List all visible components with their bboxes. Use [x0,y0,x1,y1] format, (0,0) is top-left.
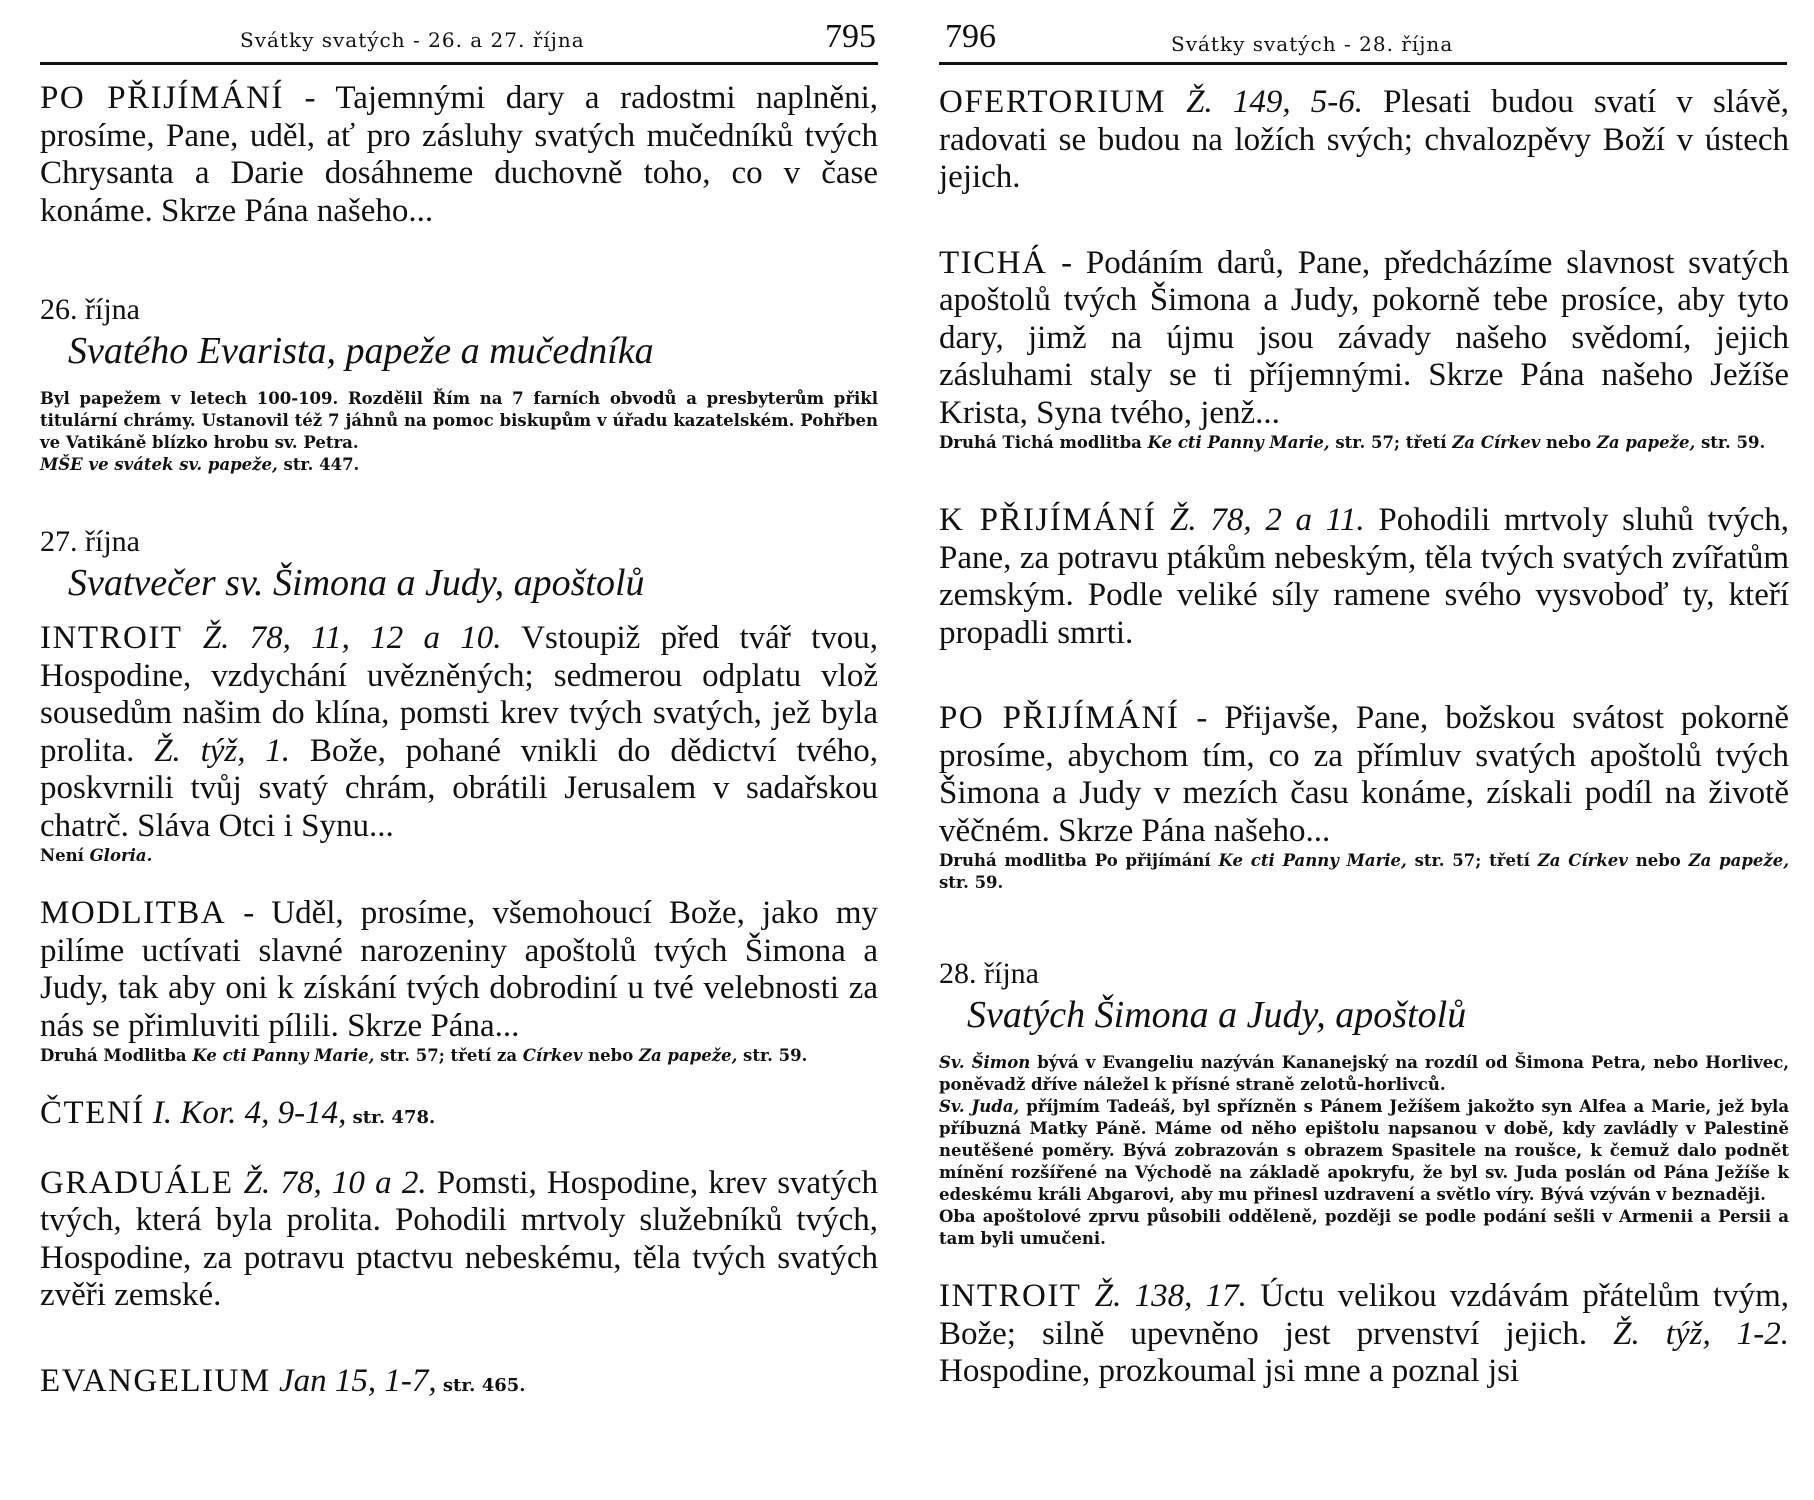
scripture-reference: Ž. 138, 17. [1081,1278,1247,1314]
paragraph-text: Hospodine, prozkoumal jsi mne a poznal jsi [939,1353,1520,1389]
section-label: ČTENÍ [40,1095,145,1131]
page-reference: str. 465. [436,1374,526,1396]
note-text: nebo [582,1046,639,1065]
page-number: 795 [825,18,876,55]
page-reference: str. 447. [277,455,360,474]
section-label: TICHÁ [939,244,1048,281]
collect-note [40,1045,878,1067]
feast-date: 27. října [40,525,140,558]
note-italic: Za papeže, [638,1046,738,1065]
paragraph-text: Pomsti, Hospodine, krev svatých tvých, která byla prolita. Pohodili mrtvoly služebníků tvých, Hospodine, za potravu ptactvu nebeskému, těla tvých svatých zvěři zemské. [40,1164,878,1313]
feast-title: Svatých Šimona a Judy, apoštolů [967,994,1467,1036]
saint-name: Sv. Šimon [939,1053,1031,1072]
feast-date: 28. října [939,957,1039,990]
paragraph-text: Plesati budou svatí v slávě, radovati se budou na ložích svých; chvalozpěvy Boží v ústech jejich. [939,84,1789,195]
note-text: nebo [1540,433,1597,452]
note-italic: Za Církev [1452,433,1541,452]
gloria-note [40,845,878,867]
gradual-paragraph [40,1165,878,1315]
note-text: nebo [1627,851,1689,870]
right-body [939,84,1789,1391]
page-number: 796 [945,18,996,55]
section-label: GRADUÁLE [40,1164,234,1201]
note-italic: Za Církev [1537,851,1628,870]
scripture-reference: I. Kor. 4, 9-14, [144,1095,347,1131]
scripture-reference: Ž. 78, 2 a 11. [1156,502,1365,538]
page-reference: str. 478. [346,1107,436,1128]
note-text: Není [40,846,90,865]
running-head: Svátky svatých - 26. a 27. října [240,28,585,52]
section-label: PO PŘIJÍMÁNÍ [939,700,1180,736]
note-text: str. 59. [737,1046,808,1065]
scripture-reference: Ž. týž, 1-2. [1587,1315,1789,1352]
reading-line [40,1095,878,1137]
introit-paragraph [40,620,878,845]
section-label: PO PŘIJÍMÁNÍ [40,80,284,116]
scripture-reference: Ž. 78, 10 a 2. [233,1164,427,1201]
biography-text: bývá v Evangeliu nazýván Kananejský na rozdíl od Šimona Petra, nebo Horlivec, poněvadž dříve náležel k přísné straně zelotů-horlivců. [939,1053,1789,1094]
feast-title: Svatého Evarista, papeže a mučedníka [68,330,654,372]
left-body [40,80,878,1404]
feast-title: Svatvečer sv. Šimona a Judy, apoštolů [68,562,645,604]
scripture-reference: Ž. 149, 5-6. [1165,84,1363,120]
note-text: Druhá modlitba Po přijímání [939,851,1219,870]
jude-biography [939,1096,1789,1206]
note-text: Druhá Modlitba [40,1046,193,1065]
paragraph-text: - Tajemnými dary a radostmi naplněni, prosíme, Pane, uděl, ať pro zásluhy svatých mučedníků tvých Chrysanta a Darie dosáhneme duchovně toho, co v čase konáme. Skrze Pána našeho... [40,80,878,229]
paragraph-text: Vstoupiž před tvář tvou, Hospodine, vzdychání uvězněných; sedmerou odplatu vlož sousedům našim do klína, pomsti krev tvých svatých, jež byla prolita. [40,620,879,769]
note-text: str. 57; třetí [1406,851,1538,870]
right-header [939,18,1787,65]
biography-text: Byl papežem v letech 100-109. Rozdělil Řím na 7 farních obvodů a presbyterům přikl titulární chrámy. Ustanovil též 7 jáhnů na pomoc biskupům v úřadu kazatelském. Pohřben ve Vatikáně blízko hrobu sv. Petra. [40,389,878,452]
note-text: str. 57; třetí [1329,433,1453,452]
paragraph-text: Úctu velikou vzdávám přátelům tvým, Bože; silně upevněno jest prvenství jejich. [939,1278,1789,1352]
running-head: Svátky svatých - 28. října [1171,32,1454,56]
secret-note [939,432,1789,454]
note-italic: Gloria. [89,846,153,865]
post-communion-note [939,850,1789,894]
paragraph-text: Pohodili mrtvoly sluhů tvých, Pane, za potravu ptákům nebeským, těla tvých svatých zvířatům zemským. Podle veliké síly ramene svého vysvoboď ty, kteří propadli smrti. [939,502,1789,651]
right-page [907,0,1814,1500]
communion-paragraph [939,502,1789,652]
note-italic: Za papeže, [1688,851,1790,870]
secret-paragraph [939,245,1789,433]
note-italic: Ke cti Panny Marie, [1147,433,1330,452]
offertory-paragraph [939,84,1789,197]
section-label: EVANGELIUM [40,1362,271,1399]
section-label: INTROIT [939,1278,1082,1314]
section-label: K PŘIJÍMÁNÍ [939,502,1157,538]
apostles-biography: Oba apoštolové zprvu působili odděleně, později se podle podání sešli v Armenii a Persii a tam byli umučeni. [939,1207,1789,1248]
post-communion-paragraph [939,700,1789,850]
mass-reference: MŠE ve svátek sv. papeže, [40,455,278,474]
note-text: str. 59. [939,873,1004,892]
section-label: INTROIT [40,620,183,656]
note-text: str. 57; třetí za [374,1046,523,1065]
post-communion-paragraph [40,80,878,230]
note-text: str. 59. [1695,433,1766,452]
scripture-reference: Ž. 78, 11, 12 a 10. [182,620,502,656]
scripture-reference: Jan 15, 1-7, [270,1362,437,1399]
paragraph-text: Bože, pohané vnikli do dědictví tvého, poskvrnili tvůj svatý chrám, obrátili Jerusalem v sadařskou chatrč. Sláva Otci i Synu... [40,732,879,844]
paragraph-text: - Přijavše, Pane, božskou svátost pokorně prosíme, abychom tím, co za přímluv svatých apoštolů tvých Šimona a Judy v mezích času konáme, získali podíl na životě věčném. Skrze Pána našeho... [939,700,1789,849]
saint-name: Sv. Juda, [939,1097,1020,1116]
simon-biography [939,1052,1789,1096]
saint-biography [40,388,878,476]
note-italic: Ke cti Panny Marie, [192,1046,375,1065]
gospel-line [40,1363,878,1405]
collect-paragraph [40,895,878,1045]
section-label: MODLITBA [40,895,227,931]
paragraph-text: - Podáním darů, Pane, předcházíme slavnost svatých apoštolů tvých Šimona a Judy, pokorně tebe prosíce, aby tyto dary, jimž na újmu jsou závady našeho svědomí, jejich zásluhami staly se ti příjemnými. Skrze Pána našeho Ježíše Krista, Syna tvého, jenž... [939,244,1789,431]
section-label: OFERTORIUM [939,84,1166,120]
introit-paragraph [939,1278,1789,1391]
paragraph-text: - Uděl, prosíme, všemohoucí Bože, jako my pilíme uctívati slavné narozeniny apoštolů tvých Šimona a Judy, tak aby oni k získání tvých dobrodiní u tvé velebnosti za nás se přimluviti pílili. Skrze Pána... [40,895,878,1044]
feast-date: 26. října [40,293,140,326]
scripture-reference: Ž. týž, 1. [134,732,291,769]
biography-text: příjmím Tadeáš, byl spřízněn s Pánem Ježíšem jakožto syn Alfea a Marie, jež byla příbuzná Matky Páně. Máme od něho epištolu napsanou v době, kdy zavládly v Palestině neutěšené poměry. Bývá zobrazován s obrazem Spasitele na roušce, k čemuž dalo podnět mínění rozšířené na Východě na základě apokryfu, že byl sv. Juda poslán od Pána Ježíše k edeskému králi Abgarovi, aby mu přinesl uzdravení a světlo víry. Bývá vzýván v beznaději. [939,1097,1790,1204]
note-italic: Církev [522,1046,583,1065]
note-text: Druhá Tichá modlitba [939,433,1148,452]
left-header [40,18,878,65]
note-italic: Ke cti Panny Marie, [1218,851,1407,870]
note-italic: Za papeže, [1596,433,1696,452]
